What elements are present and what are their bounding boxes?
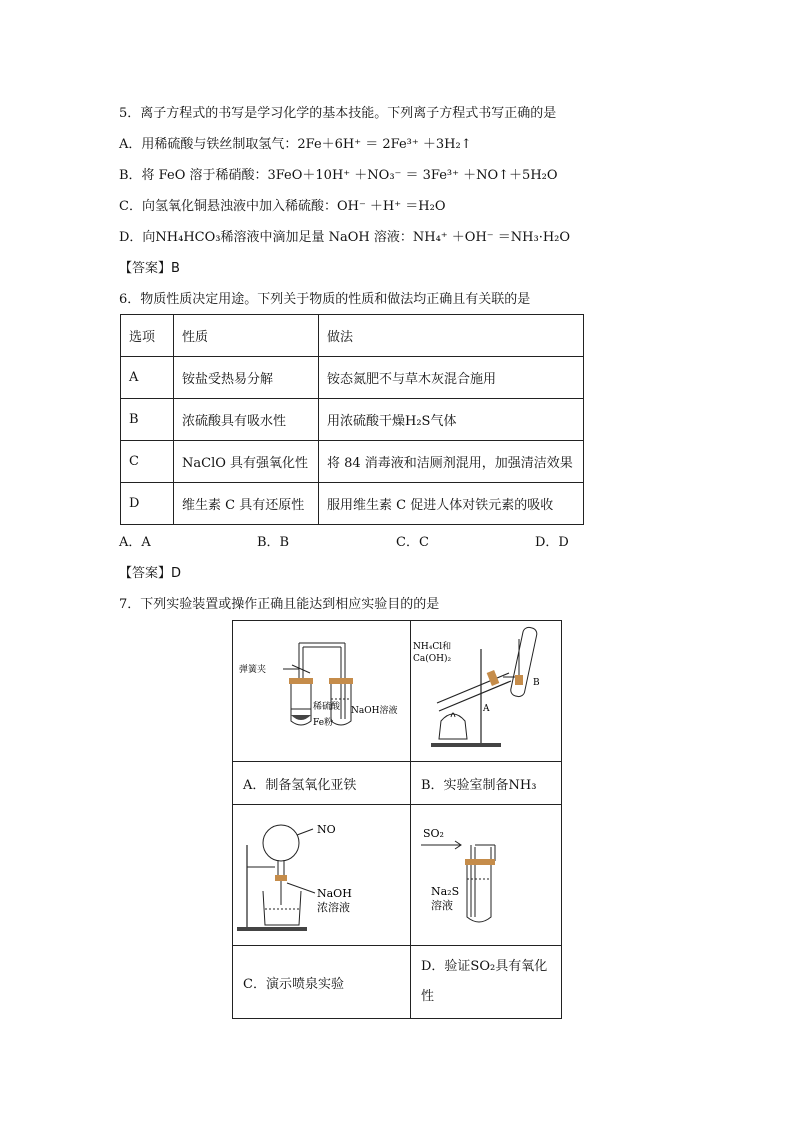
table-cell: A <box>121 357 174 399</box>
q6-stem: 6．物质性质决定用途。下列关于物质的性质和做法均正确且有关联的是 <box>119 292 531 307</box>
figure-b-cell <box>411 621 562 762</box>
label-solution: 溶液 <box>431 899 453 912</box>
q5-option-c: C．向氢氧化铜悬浊液中加入稀硫酸：OH⁻ ＋H⁺ ＝H₂O <box>119 199 446 214</box>
table-cell: 浓硫酸具有吸水性 <box>174 399 319 441</box>
label-fe-powder: Fe粉 <box>313 718 334 728</box>
q5-answer: 【答案】B <box>119 261 180 276</box>
q5-option-b: B．将 FeO 溶于稀硝酸：3FeO＋10H⁺ ＋NO₃⁻ ＝ 3Fe³⁺ ＋NO↑＋5H₂O <box>119 168 558 183</box>
table-cell: 铵盐受热易分解 <box>174 357 319 399</box>
label-gas-no: NO <box>317 823 336 836</box>
figure-b-apparatus <box>411 621 561 757</box>
table-row <box>121 357 584 399</box>
q5-stem: 5．离子方程式的书写是学习化学的基本技能。下列离子方程式书写正确的是 <box>119 106 557 121</box>
table-row <box>121 441 584 483</box>
figure-a-apparatus <box>233 621 410 757</box>
label-naoh: NaOH溶液 <box>351 706 398 716</box>
table-cell: 铵态氮肥不与草木灰混合施用 <box>319 357 584 399</box>
label-spring-clip: 弹簧夹 <box>239 665 267 675</box>
table-cell: 维生素 C 具有还原性 <box>174 483 319 525</box>
table-cell: 将 84 消毒液和洁厕剂混用，加强清洁效果 <box>319 441 584 483</box>
q7-stem: 7．下列实验装置或操作正确且能达到相应实验目的的是 <box>119 597 440 612</box>
caption-a: A．制备氢氧化亚铁 <box>233 762 411 805</box>
label-na2s: Na₂S <box>431 885 460 898</box>
caption-d <box>411 946 562 1019</box>
q7-table <box>232 620 562 1019</box>
table-cell: B <box>121 399 174 441</box>
label-reagent-1: NH₄Cl和 <box>413 642 452 652</box>
label-naoh-c2: 浓溶液 <box>317 901 350 914</box>
table-row <box>121 483 584 525</box>
table-cell: D <box>121 483 174 525</box>
q6-table <box>120 314 584 525</box>
table-cell: C <box>121 441 174 483</box>
table-header: 性质 <box>174 315 319 357</box>
q6-answer: 【答案】D <box>119 566 182 581</box>
label-reagent-2: Ca(OH)₂ <box>413 654 452 664</box>
label-naoh-c1: NaOH <box>317 887 352 900</box>
label-dilute-acid: 稀硫酸 <box>313 702 341 712</box>
label-b: B <box>533 678 540 688</box>
table-cell: NaClO 具有强氧化性 <box>174 441 319 483</box>
q5-option-a: A．用稀硫酸与铁丝制取氢气：2Fe＋6H⁺ ＝ 2Fe³⁺ ＋3H₂↑ <box>119 137 472 152</box>
caption-b: B．实验室制备NH₃ <box>411 762 562 805</box>
table-header: 做法 <box>319 315 584 357</box>
table-cell: 服用维生素 C 促进人体对铁元素的吸收 <box>319 483 584 525</box>
figure-c-apparatus <box>233 805 410 941</box>
table-row <box>121 315 584 357</box>
label-so2: SO₂ <box>423 827 444 840</box>
q6-choice-d: D．D <box>535 535 569 550</box>
caption-d-line-1: D．验证SO₂具有氧化 <box>421 959 548 974</box>
figure-d-apparatus <box>411 805 561 941</box>
figure-c-cell <box>233 805 411 946</box>
table-header: 选项 <box>121 315 174 357</box>
table-row <box>121 399 584 441</box>
figure-d-cell <box>411 805 562 946</box>
q5-option-d: D．向NH₄HCO₃稀溶液中滴加足量 NaOH 溶液：NH₄⁺ ＋OH⁻ ＝NH₃·H₂O <box>119 230 571 245</box>
caption-d-line-2: 性 <box>421 989 435 1004</box>
table-cell: 用浓硫酸干燥H₂S气体 <box>319 399 584 441</box>
q6-choices <box>119 535 589 551</box>
q6-choice-c: C．C <box>396 535 429 550</box>
q6-choice-a: A．A <box>119 535 151 550</box>
caption-c: C．演示喷泉实验 <box>233 946 411 1019</box>
figure-a-cell <box>233 621 411 762</box>
q6-choice-b: B．B <box>257 535 290 550</box>
label-a: A <box>483 704 490 714</box>
